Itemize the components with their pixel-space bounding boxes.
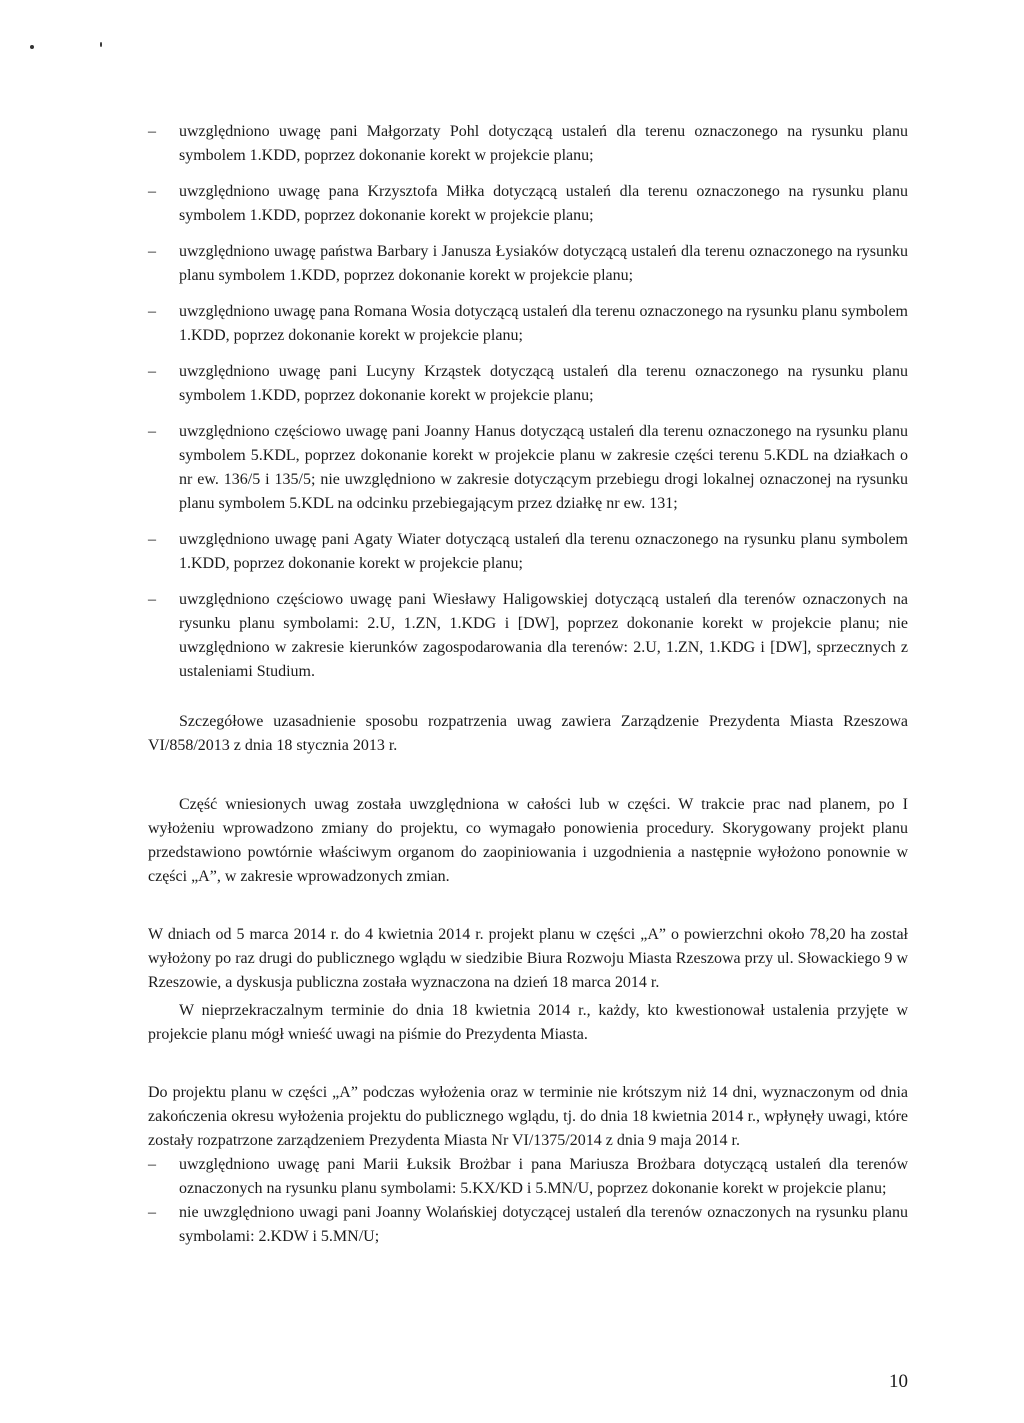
objections-list-first — [148, 120, 908, 684]
page-number: 10 — [889, 1371, 908, 1392]
document-body — [148, 120, 908, 1249]
paragraph: Część wniesionych uwag została uwzględniona w całości lub w części. W trakcie prac nad planem, po I wyłożeniu wprowadzono zmiany do projektu, co wymagało ponowienia procedury. Skorygowany projekt planu przedstawiono powtórnie właściwym organom do zaopiniowania i uzgodnienia a następnie wyłożono ponownie w części „A”, w zakresie wprowadzonych zmian. — [148, 796, 908, 885]
scan-speck — [30, 45, 34, 49]
list-item: – uwzględniono częściowo uwagę pani Wiesławy Haligowskiej dotyczącą ustaleń dla terenów oznaczonych na rysunku planu symbolami: 2.U, 1.ZN, 1.KDG i [DW], poprzez dokonanie korekt w projekcie planu; nie uwzględniono w zakresie kierunków zagospodarowania dla terenów: 2.U, 1.ZN, 1.KDG i [DW], sprzecznych z ustaleniami Studium. — [148, 588, 908, 684]
paragraph: W nieprzekraczalnym terminie do dnia 18 kwietnia 2014 r., każdy, kto kwestionował ustalenia przyjęte w projekcie planu mógł wnieść uwagi na piśmie do Prezydenta Miasta. — [148, 1002, 908, 1043]
list-item: – uwzględniono uwagę państwa Barbary i Janusza Łysiaków dotyczącą ustaleń dla terenu oznaczonego na rysunku planu symbolem 1.KDD, poprzez dokonanie korekt w projekcie planu; — [148, 240, 908, 288]
list-item: – uwzględniono uwagę pana Romana Wosia dotyczącą ustaleń dla terenu oznaczonego na rysunku planu symbolem 1.KDD, poprzez dokonanie korekt w projekcie planu; — [148, 300, 908, 348]
list-item: – uwzględniono uwagę pani Marii Łuksik Brożbar i pana Mariusza Brożbara dotyczącą ustaleń dla terenów oznaczonych na rysunku planu symbolami: 5.KX/KD i 5.MN/U, poprzez dokonanie korekt w projekcie planu; — [148, 1153, 908, 1201]
paragraph: Szczegółowe uzasadnienie sposobu rozpatrzenia uwag zawiera Zarządzenie Prezydenta Miasta Rzeszowa VI/858/2013 z dnia 18 stycznia 2013 r. — [148, 713, 908, 754]
list-item: – uwzględniono uwagę pana Krzysztofa Miłka dotyczącą ustaleń dla terenu oznaczonego na rysunku planu symbolem 1.KDD, poprzez dokonanie korekt w projekcie planu; — [148, 180, 908, 228]
paragraph: Do projektu planu w części „A” podczas wyłożenia oraz w terminie nie krótszym niż 14 dni, wyznaczonym od dnia zakończenia okresu wyłożenia projektu do publicznego wglądu, tj. do dnia 18 kwietnia 2014 r., wpłynęły uwagi, które zostały rozpatrzone zarządzeniem Prezydenta Miasta Nr VI/1375/2014 z dnia 9 maja 2014 r. — [148, 1084, 908, 1149]
scan-speck — [100, 42, 102, 47]
list-item: – uwzględniono częściowo uwagę pani Joanny Hanus dotyczącą ustaleń dla terenu oznaczonego na rysunku planu symbolem 5.KDL, poprzez dokonanie korekt w projekcie planu w zakresie części terenu 5.KDL na działkach o nr ew. 136/5 i 135/5; nie uwzględniono w zakresie dotyczącym przebiegu drogi lokalnej oznaczonej na rysunku planu symbolem 5.KDL na odcinku przebiegającym przez działkę nr ew. 131; — [148, 420, 908, 516]
list-item: – uwzględniono uwagę pani Małgorzaty Pohl dotyczącą ustaleń dla terenu oznaczonego na rysunku planu symbolem 1.KDD, poprzez dokonanie korekt w projekcie planu; — [148, 120, 908, 168]
list-item: – nie uwzględniono uwagi pani Joanny Wolańskiej dotyczącej ustaleń dla terenów oznaczonych na rysunku planu symbolami: 2.KDW i 5.MN/U; — [148, 1201, 908, 1249]
list-item: – uwzględniono uwagę pani Lucyny Krząstek dotyczącą ustaleń dla terenu oznaczonego na rysunku planu symbolem 1.KDD, poprzez dokonanie korekt w projekcie planu; — [148, 360, 908, 408]
objections-list-second — [148, 1153, 908, 1249]
paragraph: W dniach od 5 marca 2014 r. do 4 kwietnia 2014 r. projekt planu w części „A” o powierzchni około 78,20 ha został wyłożony po raz drugi do publicznego wglądu w siedzibie Biura Rozwoju Miasta Rzeszowa przy ul. Słowackiego 9 w Rzeszowie, a dyskusja publiczna została wyznaczona na dzień 18 marca 2014 r. — [148, 926, 908, 991]
list-item: – uwzględniono uwagę pani Agaty Wiater dotyczącą ustaleń dla terenu oznaczonego na rysunku planu symbolem 1.KDD, poprzez dokonanie korekt w projekcie planu; — [148, 528, 908, 576]
